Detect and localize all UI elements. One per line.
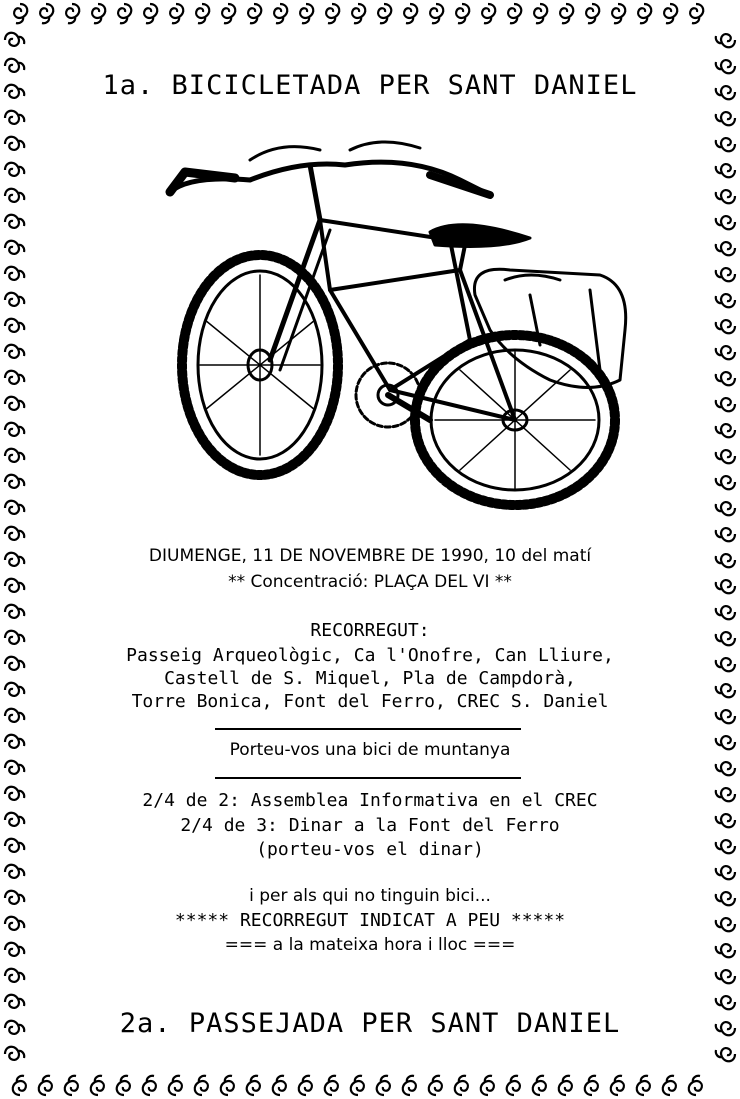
border-scroll xyxy=(716,554,735,567)
route-line-3: Torre Bonica, Font del Ferro, CREC S. Daniel xyxy=(131,691,609,712)
border-scroll xyxy=(5,345,24,358)
border-scroll xyxy=(5,969,24,982)
walkers-line-2: ***** RECORREGUT INDICAT A PEU ***** xyxy=(174,910,566,931)
border-scroll xyxy=(5,423,24,436)
border-scroll xyxy=(5,761,24,774)
border-scroll xyxy=(716,190,735,203)
border-scroll xyxy=(5,33,24,46)
border-scroll xyxy=(716,814,735,827)
border-scroll xyxy=(716,840,735,853)
border-scroll xyxy=(14,4,27,23)
border-scroll xyxy=(716,320,735,333)
route-heading: RECORREGUT: xyxy=(310,620,430,641)
border-scroll xyxy=(716,944,735,957)
border-scroll xyxy=(13,1076,26,1095)
border-scroll xyxy=(716,736,735,749)
border-scroll xyxy=(716,164,735,177)
border-scroll xyxy=(5,449,24,462)
border-scroll xyxy=(5,553,24,566)
border-scroll xyxy=(5,293,24,306)
border-scroll xyxy=(5,631,24,644)
border-scroll xyxy=(716,424,735,437)
walkers-line-1: i per als qui no tinguin bici... xyxy=(249,886,491,906)
footer-title: 2a. PASSEJADA PER SANT DANIEL xyxy=(119,1008,621,1039)
border-scroll xyxy=(5,319,24,332)
border-scroll xyxy=(5,839,24,852)
border-scroll xyxy=(716,606,735,619)
route-line-1: Passeig Arqueològic, Ca l'Onofre, Can Lliure, xyxy=(126,645,614,666)
border-scroll xyxy=(716,242,735,255)
border-scroll xyxy=(5,59,24,72)
border-scroll xyxy=(5,787,24,800)
border-scroll xyxy=(716,918,735,931)
border-scroll xyxy=(716,632,735,645)
border-scroll xyxy=(5,267,24,280)
event-date: DIUMENGE, 11 DE NOVEMBRE DE 1990, 10 del matí xyxy=(148,546,592,566)
border-scroll xyxy=(716,34,735,47)
border-scroll xyxy=(5,371,24,384)
border-scroll xyxy=(5,813,24,826)
border-scroll xyxy=(5,241,24,254)
border-scroll xyxy=(5,1047,24,1060)
meeting-point: ** Concentració: PLAÇA DEL VI ** xyxy=(228,572,512,592)
border-scroll xyxy=(5,605,24,618)
border-scroll xyxy=(5,943,24,956)
border-scroll xyxy=(716,372,735,385)
divider-top xyxy=(215,728,521,730)
border-scroll xyxy=(716,476,735,489)
border-scroll xyxy=(5,865,24,878)
border-scroll xyxy=(5,85,24,98)
border-scroll xyxy=(716,216,735,229)
border-scroll xyxy=(5,709,24,722)
border-scroll xyxy=(716,580,735,593)
border-scroll xyxy=(5,1021,24,1034)
border-scroll xyxy=(716,268,735,281)
border-scroll xyxy=(5,163,24,176)
border-scroll xyxy=(5,189,24,202)
border-scroll xyxy=(5,397,24,410)
border-scroll xyxy=(5,995,24,1008)
border-scroll xyxy=(716,710,735,723)
border-scroll xyxy=(716,60,735,73)
border-scroll xyxy=(716,450,735,463)
border-scroll xyxy=(716,658,735,671)
border-scroll xyxy=(716,892,735,905)
border-scroll xyxy=(5,735,24,748)
border-scroll xyxy=(716,398,735,411)
border-scroll xyxy=(716,970,735,983)
border-scroll xyxy=(5,683,24,696)
mountain-bike-icon xyxy=(130,120,630,520)
border-scroll xyxy=(5,215,24,228)
border-scroll xyxy=(5,891,24,904)
border-scroll xyxy=(5,137,24,150)
divider-bottom xyxy=(215,777,521,779)
border-scroll xyxy=(5,527,24,540)
border-scroll xyxy=(716,996,735,1009)
schedule-line-3: (porteu-vos el dinar) xyxy=(256,839,484,860)
border-scroll xyxy=(716,138,735,151)
page-title: 1a. BICICLETADA PER SANT DANIEL xyxy=(102,70,638,101)
border-scroll xyxy=(716,346,735,359)
border-scroll xyxy=(5,111,24,124)
route-line-2: Castell de S. Miquel, Pla de Campdorà, xyxy=(164,668,576,689)
border-scroll xyxy=(5,501,24,514)
border-scroll xyxy=(716,1022,735,1035)
border-scroll xyxy=(5,475,24,488)
border-scroll xyxy=(716,684,735,697)
svg-text:~: ~ xyxy=(550,334,561,348)
border-scroll xyxy=(5,917,24,930)
border-scroll xyxy=(716,788,735,801)
poster-content xyxy=(40,0,700,1099)
border-scroll xyxy=(716,762,735,775)
border-scroll xyxy=(5,579,24,592)
border-scroll xyxy=(716,866,735,879)
walkers-line-3: === a la mateixa hora i lloc === xyxy=(224,935,516,955)
border-scroll xyxy=(716,112,735,125)
schedule-line-1: 2/4 de 2: Assemblea Informativa en el CREC xyxy=(142,790,598,811)
border-scroll xyxy=(716,528,735,541)
border-scroll xyxy=(5,657,24,670)
border-scroll xyxy=(716,86,735,99)
border-scroll xyxy=(716,1048,735,1061)
border-scroll xyxy=(716,502,735,515)
border-scroll xyxy=(716,294,735,307)
bike-note: Porteu-vos una bici de muntanya xyxy=(229,740,511,760)
schedule-line-2: 2/4 de 3: Dinar a la Font del Ferro xyxy=(180,815,560,836)
